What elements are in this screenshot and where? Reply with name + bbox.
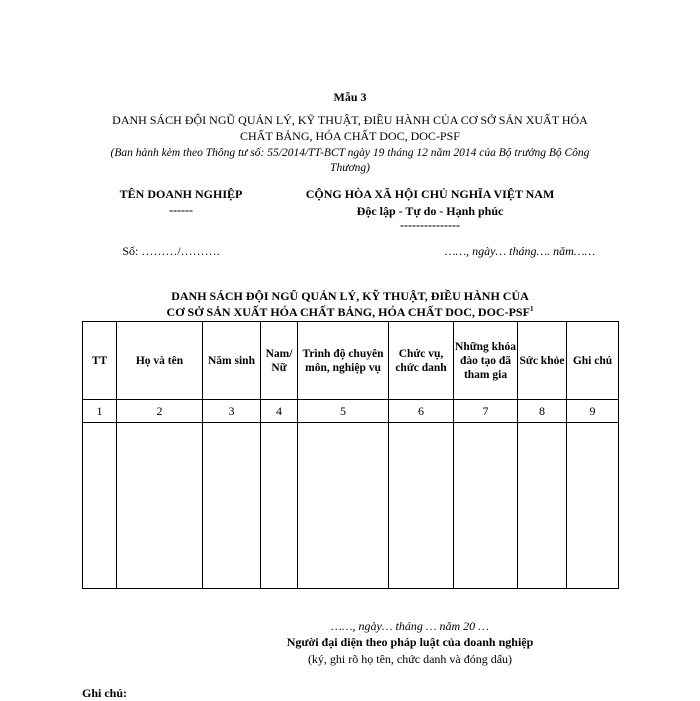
col-header-full-name: Họ và tên	[117, 322, 203, 400]
table-row	[83, 423, 619, 589]
table-cell	[567, 423, 619, 589]
table-number-row	[83, 400, 619, 423]
table-cell	[389, 423, 454, 589]
staff-table	[82, 321, 619, 589]
table-cell	[298, 423, 389, 589]
nation-name: CỘNG HÒA XÃ HỘI CHỦ NGHĨA VIỆT NAM	[305, 187, 555, 201]
col-number: 3	[203, 400, 261, 423]
signature-title: Người đại diện theo pháp luật của doanh nghiệp	[286, 635, 534, 649]
document-date: ……, ngày… tháng…. năm……	[444, 244, 596, 258]
issuance-note-line1: (Ban hành kèm theo Thông tư số: 55/2014/TT-BCT ngày 19 tháng 12 năm 2014 của Bộ trưởng Bộ Công	[110, 147, 590, 159]
col-number: 2	[117, 400, 203, 423]
table-cell	[117, 423, 203, 589]
list-title-line1: DANH SÁCH ĐỘI NGŨ QUẢN LÝ, KỸ THUẬT, ĐIỀU HÀNH CỦA	[171, 289, 529, 303]
company-name: TÊN DOANH NGHIỆP	[119, 187, 243, 201]
col-number: 5	[298, 400, 389, 423]
form-title-line2: CHẤT BẢNG, HÓA CHẤT DOC, DOC-PSF	[240, 129, 460, 143]
table-cell	[454, 423, 518, 589]
table-cell	[203, 423, 261, 589]
col-number: 4	[261, 400, 298, 423]
col-header-position: Chức vụ, chức danh	[389, 322, 454, 400]
national-motto: Độc lập - Tự do - Hạnh phúc	[356, 204, 504, 218]
signature-instruction: (ký, ghi rõ họ tên, chức danh và đóng dấu)	[307, 652, 513, 666]
col-header-notes: Ghi chú	[567, 322, 619, 400]
table-cell	[83, 423, 117, 589]
footnote-mark: 1	[529, 305, 534, 313]
signature-date: ……, ngày… tháng … năm 20 …	[331, 619, 489, 633]
col-header-tt: TT	[83, 322, 117, 400]
col-number: 6	[389, 400, 454, 423]
form-title-line1: DANH SÁCH ĐỘI NGŨ QUẢN LÝ, KỸ THUẬT, ĐIỀU HÀNH CỦA CƠ SỞ SẢN XUẤT HÓA	[112, 113, 588, 127]
table-cell	[261, 423, 298, 589]
list-title-line2-text: CƠ SỞ SẢN XUẤT HÓA CHẤT BẢNG, HÓA CHẤT DOC, DOC-PSF	[166, 305, 530, 319]
notes-label: Ghi chú:	[82, 686, 128, 700]
col-header-gender: Nam/ Nữ	[261, 322, 298, 400]
table-header-row	[83, 322, 619, 400]
issuance-note-line2: Thương)	[330, 162, 370, 174]
col-header-training: Những khóa đào tạo đã tham gia	[454, 322, 518, 400]
col-number: 1	[83, 400, 117, 423]
col-number: 7	[454, 400, 518, 423]
col-header-health: Sức khỏe	[518, 322, 567, 400]
col-header-birth-year: Năm sinh	[203, 322, 261, 400]
motto-separator: ---------------	[400, 218, 460, 232]
col-header-qualification: Trình độ chuyên môn, nghiệp vụ	[298, 322, 389, 400]
list-title-line2	[0, 305, 700, 320]
form-number: Mẫu 3	[333, 90, 367, 104]
document-number: Số: ………/……….	[122, 244, 220, 258]
col-number: 9	[567, 400, 619, 423]
table-cell	[518, 423, 567, 589]
col-number: 8	[518, 400, 567, 423]
company-separator: ------	[169, 203, 193, 217]
